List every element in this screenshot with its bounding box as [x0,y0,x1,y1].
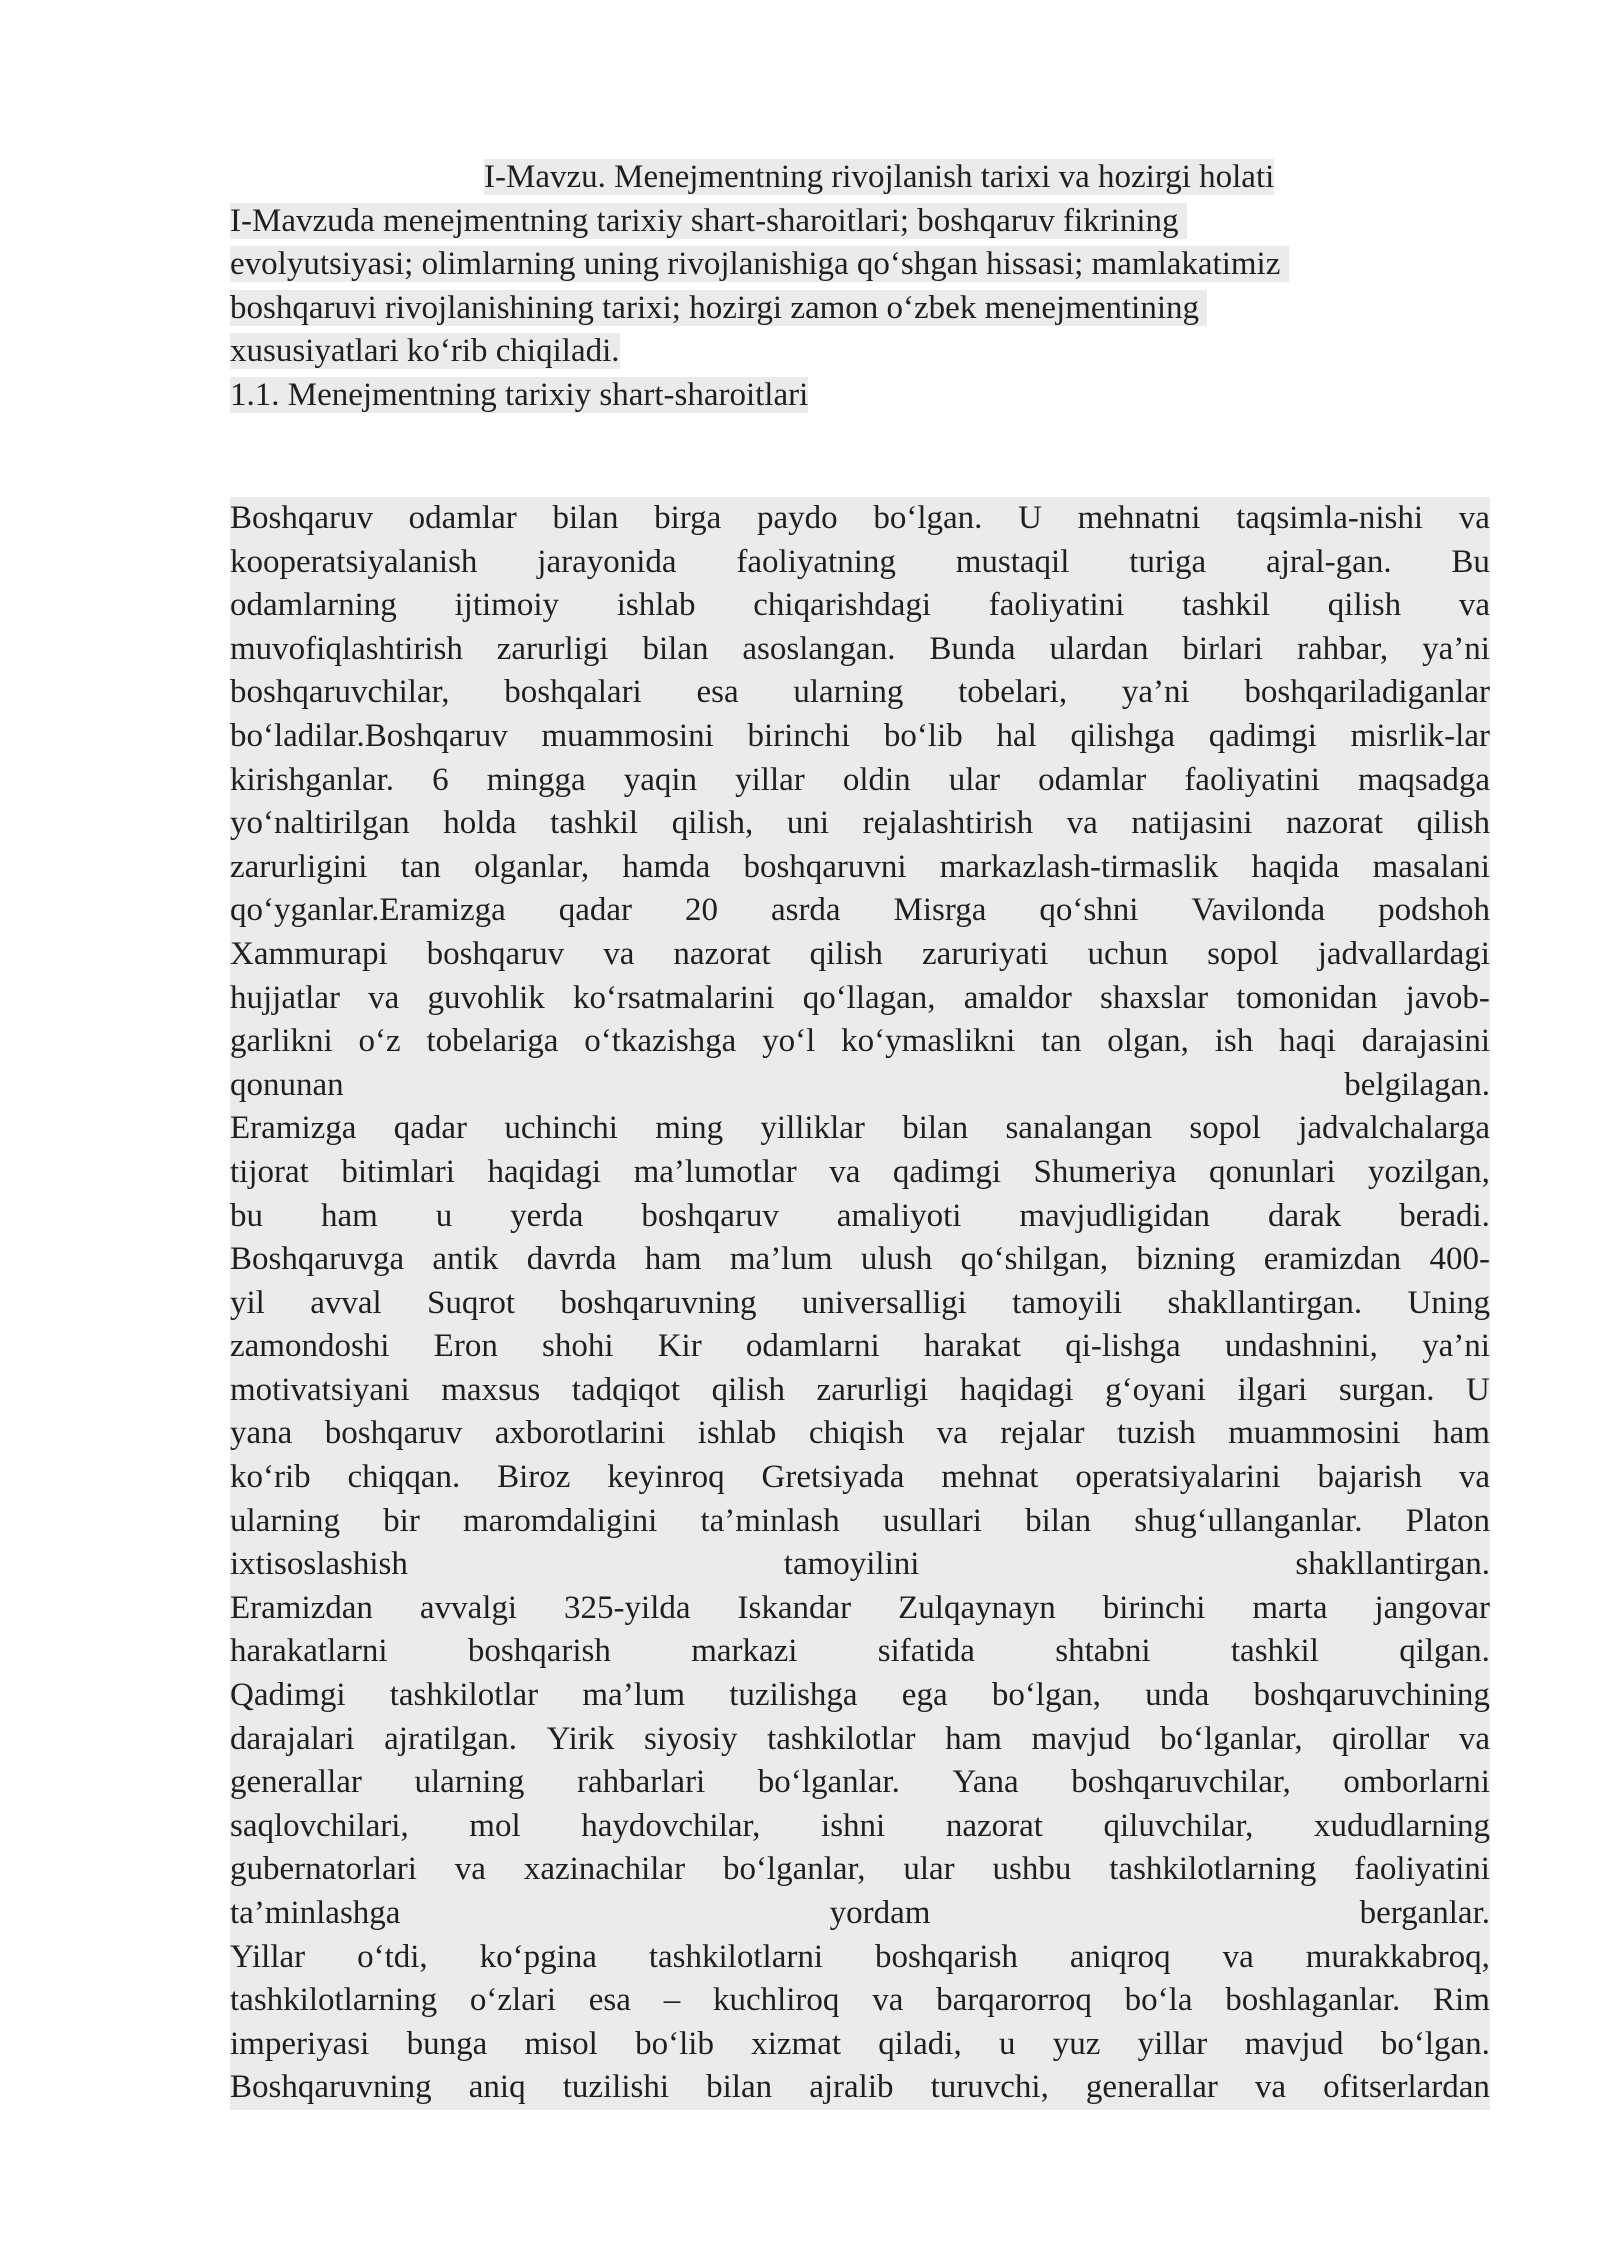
body-line: odamlarning ijtimoiy ishlab chiqarishdagi faoliyatini tashkil qilish va [230,584,1490,628]
intro-line [230,330,1490,374]
body-line: kirishganlar. 6 mingga yaqin yillar oldin ular odamlar faoliyatini maqsadga [230,759,1490,803]
body-line: muvofiqlashtirish zarurligi bilan asoslangan. Bunda ulardan birlari rahbar, ya’ni [230,628,1490,672]
body-line: bo‘ladilar.Boshqaruv muammosini birinchi bo‘lib hal qilishga qadimgi misrlik-lar [230,715,1490,759]
body-line: yana boshqaruv axborotlarini ishlab chiqish va rejalar tuzish muammosini ham [230,1412,1490,1456]
intro-text: I-Mavzuda menejmentning tarixiy shart-sharoitlari; boshqaruv fikrining [230,202,1187,239]
body-line: boshqaruvchilar, boshqalari esa ularning tobelari, ya’ni boshqariladiganlar [230,671,1490,715]
body-line: ta’minlashga yordam berganlar. [230,1892,1490,1936]
intro-text: evolyutsiyasi; olimlarning uning rivojlanishiga qo‘shgan hissasi; mamlakatimiz [230,246,1289,283]
body-line: Boshqaruvga antik davrda ham ma’lum ulush qo‘shilgan, bizning eramizdan 400- [230,1238,1490,1282]
body-line: zarurligini tan olganlar, hamda boshqaruvni markazlash-tirmaslik haqida masalani [230,846,1490,890]
body-line: Yillar o‘tdi, ko‘pgina tashkilotlarni boshqarish aniqroq va murakkabroq, [230,1936,1490,1980]
body-line: gubernatorlari va xazinachilar bo‘lganlar, ular ushbu tashkilotlarning faoliyatini [230,1848,1490,1892]
intro-block [230,156,1490,418]
intro-text: boshqaruvi rivojlanishining tarixi; hozirgi zamon o‘zbek menejmentining [230,289,1208,326]
body-line: garlikni o‘z tobelariga o‘tkazishga yo‘l ko‘ymaslikni tan olgan, ish haqi darajasini [230,1020,1490,1064]
topic-title-line [230,156,1490,200]
body-line: darajalari ajratilgan. Yirik siyosiy tashkilotlar ham mavjud bo‘lganlar, qirollar va [230,1718,1490,1762]
body-line: yil avval Suqrot boshqaruvning universalligi tamoyili shakllantirgan. Uning [230,1282,1490,1326]
section-heading: 1.1. Menejmentning tarixiy shart-sharoitlari [230,376,809,413]
body-line: Qadimgi tashkilotlar ma’lum tuzilishga ega bo‘lgan, unda boshqaruvchining [230,1674,1490,1718]
body-line: tashkilotlarning o‘zlari esa – kuchliroq va barqarorroq bo‘la boshlaganlar. Rim [230,1979,1490,2023]
body-line: imperiyasi bunga misol bo‘lib xizmat qiladi, u yuz yillar mavjud bo‘lgan. [230,2023,1490,2067]
intro-line [230,243,1490,287]
body-line: saqlovchilari, mol haydovchilar, ishni nazorat qiluvchilar, xududlarning [230,1805,1490,1849]
body-line: harakatlarni boshqarish markazi sifatida shtabni tashkil qilgan. [230,1630,1490,1674]
body-line: motivatsiyani maxsus tadqiqot qilish zarurligi haqidagi g‘oyani ilgari surgan. U [230,1369,1490,1413]
body-line: Xammurapi boshqaruv va nazorat qilish zaruriyati uchun sopol jadvallardagi [230,933,1490,977]
intro-line [230,200,1490,244]
body-line: kooperatsiyalanish jarayonida faoliyatning mustaqil turiga ajral-gan. Bu [230,541,1490,585]
body-line: ixtisoslashish tamoyilini shakllantirgan. [230,1543,1490,1587]
body-line: Eramizga qadar uchinchi ming yilliklar bilan sanalangan sopol jadvalchalarga [230,1107,1490,1151]
body-line: qonunan belgilagan. [230,1064,1490,1108]
intro-line [230,287,1490,331]
body-line: Eramizdan avvalgi 325-yilda Iskandar Zulqaynayn birinchi marta jangovar [230,1587,1490,1631]
body-line: generallar ularning rahbarlari bo‘lganlar. Yana boshqaruvchilar, omborlarni [230,1761,1490,1805]
section-heading-line [230,374,1490,418]
body-line: hujjatlar va guvohlik ko‘rsatmalarini qo‘llagan, amaldor shaxslar tomonidan javob- [230,977,1490,1021]
body-line: tijorat bitimlari haqidagi ma’lumotlar va qadimgi Shumeriya qonunlari yozilgan, [230,1151,1490,1195]
intro-text: xususiyatlari ko‘rib chiqiladi. [230,333,620,370]
body-line: yo‘naltirilgan holda tashkil qilish, uni rejalashtirish va natijasini nazorat qilish [230,802,1490,846]
body-line: Boshqaruv odamlar bilan birga paydo bo‘lgan. U mehnatni taqsimla-nishi va [230,497,1490,541]
body-paragraphs [230,497,1490,2110]
body-line: qo‘yganlar.Eramizga qadar 20 asrda Misrga qo‘shni Vavilonda podshoh [230,889,1490,933]
body-line: ularning bir maromdaligini ta’minlash usullari bilan shug‘ullanganlar. Platon [230,1500,1490,1544]
body-line: ko‘rib chiqqan. Biroz keyinroq Gretsiyada mehnat operatsiyalarini bajarish va [230,1456,1490,1500]
topic-title: I-Mavzu. Menejmentning rivojlanish tarixi va hozirgi holati [484,159,1275,195]
body-line: Boshqaruvning aniq tuzilishi bilan ajralib turuvchi, generallar va ofitserlardan [230,2066,1490,2110]
body-line: bu ham u yerda boshqaruv amaliyoti mavjudligidan darak beradi. [230,1195,1490,1239]
body-line: zamondoshi Eron shohi Kir odamlarni harakat qi-lishga undashnini, ya’ni [230,1325,1490,1369]
